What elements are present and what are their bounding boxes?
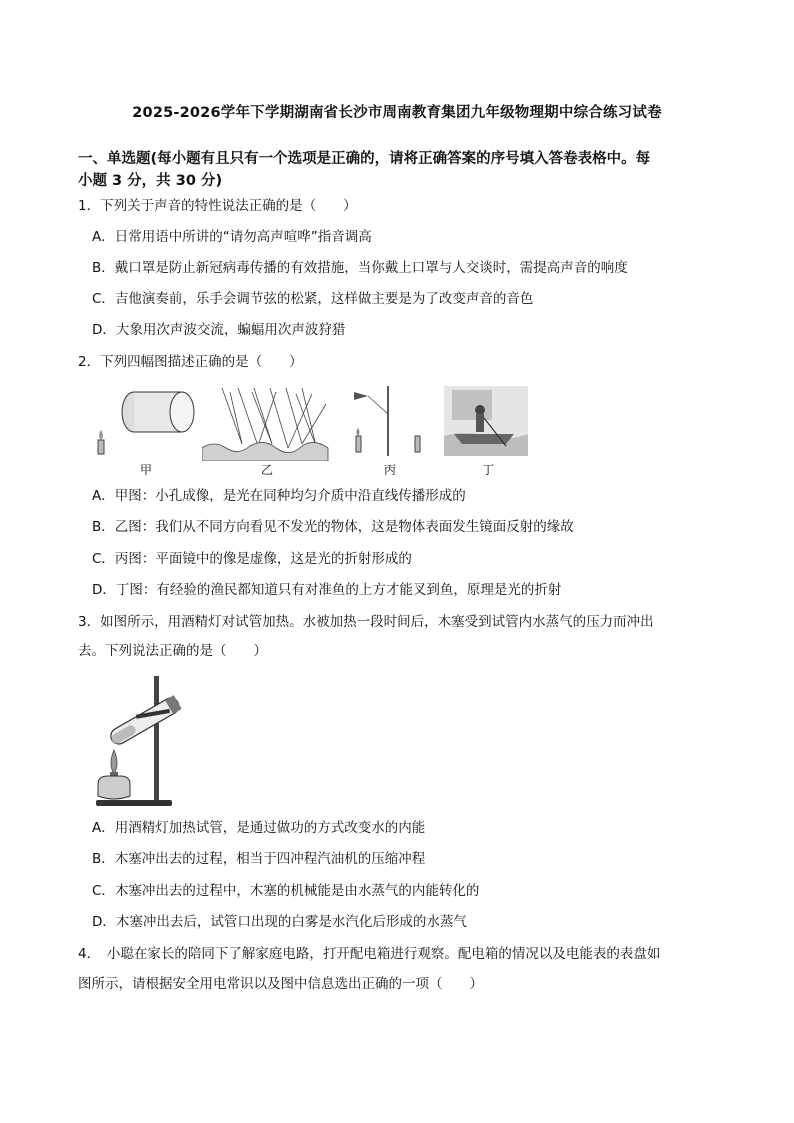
pinhole-figure — [92, 382, 202, 460]
question-4-stem-cont: 图所示，请根据安全用电常识以及图中信息选出正确的一项（ ） — [78, 976, 483, 992]
q1-option-d: D．大象用次声波交流，蝙蝠用次声波狩猎 — [92, 322, 346, 338]
caption-yi: 乙 — [260, 463, 273, 477]
question-3-stem-cont: 去。下列说法正确的是（ ） — [78, 643, 267, 659]
q3-option-b: B．木塞冲出去的过程，相当于四冲程汽油机的压缩冲程 — [92, 851, 426, 867]
q3-option-d: D．木塞冲出去后，试管口出现的白雾是水汽化后形成的水蒸气 — [92, 914, 467, 930]
plane-mirror-figure — [348, 384, 428, 460]
caption-jia: 甲 — [139, 463, 152, 477]
q1-option-b: B．戴口罩是防止新冠病毒传播的有效措施，当你戴上口罩与人交谈时，需提高声音的响度 — [92, 260, 628, 276]
section-heading: 一、单选题(每小题有且只有一个选项是正确的，请将正确答案的序号填入答卷表格中。每 — [78, 151, 651, 167]
q2-option-c: C．丙图：平面镜中的像是虚像，这是光的折射形成的 — [92, 551, 412, 567]
q1-option-c: C．吉他演奏前，乐手会调节弦的松紧，这样做主要是为了改变声音的音色 — [92, 291, 534, 307]
q2-option-d: D．丁图：有经验的渔民都知道只有对准鱼的上方才能叉到鱼，原理是光的折射 — [92, 582, 562, 598]
question-2-stem: 2．下列四幅图描述正确的是（ ） — [78, 354, 303, 370]
exam-title: 2025-2026学年下学期湖南省长沙市周南教育集团九年级物理期中综合练习试卷 — [132, 105, 662, 121]
reflection-figure — [202, 386, 332, 461]
section-heading-cont: 小题 3 分，共 30 分) — [78, 173, 223, 189]
question-4-stem: 4． 小聪在家长的陪同下了解家庭电路，打开配电箱进行观察。配电箱的情况以及电能表的表盘如 — [78, 946, 661, 962]
caption-bing: 丙 — [383, 463, 396, 477]
q3-option-a: A．用酒精灯加热试管，是通过做功的方式改变水的内能 — [92, 820, 426, 836]
q3-option-c: C．木塞冲出去的过程中，木塞的机械能是由水蒸气的内能转化的 — [92, 883, 480, 899]
q2-option-a: A．甲图：小孔成像，是光在同种均匀介质中沿直线传播形成的 — [92, 488, 466, 504]
alcohol-lamp-figure — [92, 672, 192, 810]
fisherman-figure — [444, 386, 528, 456]
caption-ding: 丁 — [481, 463, 494, 477]
q2-option-b: B．乙图：我们从不同方向看见不发光的物体，这是物体表面发生镜面反射的缘故 — [92, 519, 574, 535]
question-1-stem: 1．下列关于声音的特性说法正确的是（ ） — [78, 198, 357, 214]
question-3-stem: 3．如图所示，用酒精灯对试管加热。水被加热一段时间后，木塞受到试管内水蒸气的压力而冲出 — [78, 614, 654, 630]
q1-option-a: A．日常用语中所讲的“请勿高声喧哗”指音调高 — [92, 229, 372, 245]
